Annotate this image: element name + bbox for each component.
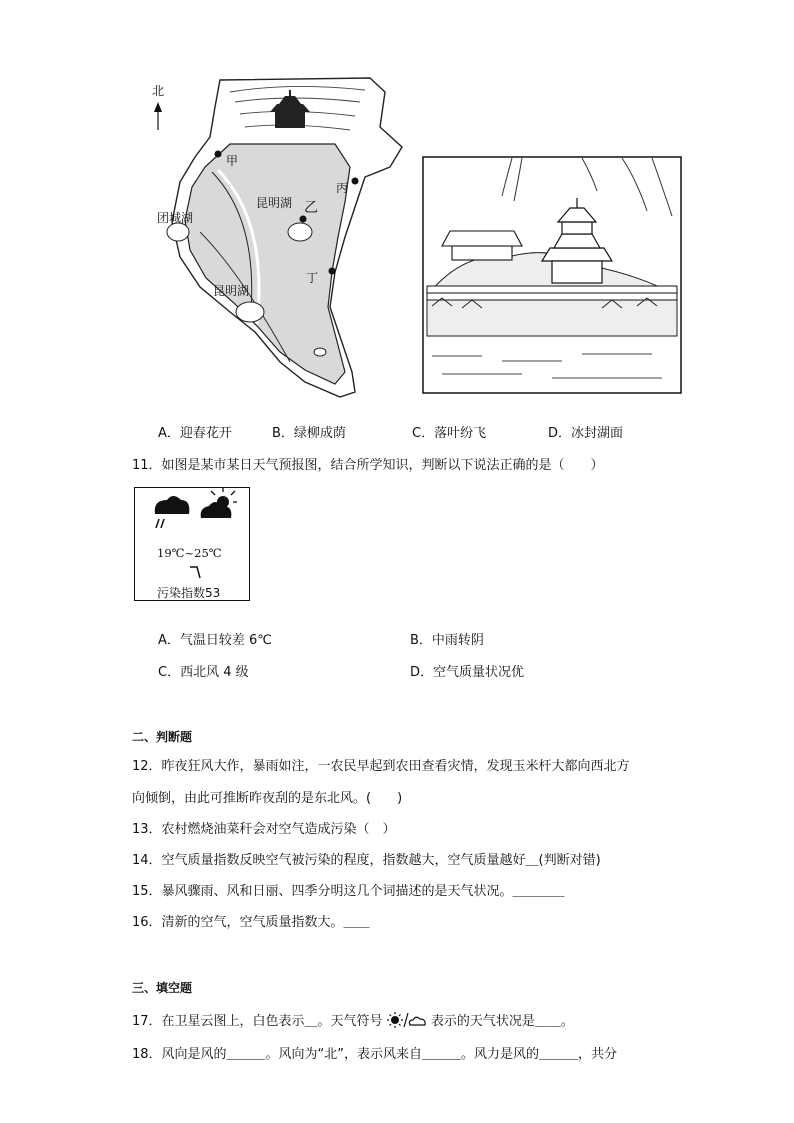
q17-part-a: 17．在卫星云图上，白色表示＿。天气符号 xyxy=(132,1014,383,1029)
q15: 15．暴风骤雨、风和日丽、四季分明这几个词描述的是天气状况。＿＿＿＿ xyxy=(132,884,565,899)
q16: 16．清新的空气，空气质量指数大。＿＿ xyxy=(132,915,370,930)
q10-option-d: D．冰封湖面 xyxy=(548,426,624,441)
q10-option-c: C．落叶纷飞 xyxy=(412,426,487,441)
sun-cloud-weather-symbol-icon xyxy=(387,1011,427,1029)
sun-cloud-icon xyxy=(201,488,237,518)
point-bing: 丙 xyxy=(336,181,349,195)
lake-label-kunming-upper: 昆明湖 xyxy=(256,196,293,210)
q10-option-a: A．迎春花开 xyxy=(158,426,232,441)
point-jia: 甲 xyxy=(226,154,239,168)
q12-line-2: 向倾倒，由此可推断昨夜刮的是东北风。( ) xyxy=(132,791,403,806)
wind-symbol-icon xyxy=(187,562,207,582)
rain-cloud-icon xyxy=(155,496,190,528)
q13: 13．农村燃烧油菜秆会对空气造成污染（ ） xyxy=(132,822,396,837)
q17 xyxy=(132,1010,574,1029)
section-3-title: 三、填空题 xyxy=(132,981,193,995)
section-2-title: 二、判断题 xyxy=(132,730,193,744)
weather-forecast-box xyxy=(134,487,250,601)
q17-part-b: 表示的天气状况是＿＿。 xyxy=(430,1014,574,1029)
q11-option-d: D．空气质量状况优 xyxy=(410,665,525,680)
north-label: 北 xyxy=(152,84,165,98)
forecast-temperature: 19℃~25℃ xyxy=(157,546,222,560)
forecast-pollution-index: 污染指数53 xyxy=(157,586,221,600)
point-ding: 丁 xyxy=(306,271,319,285)
q18: 18．风向是风的＿＿＿。风向为“北”，表示风来自＿＿＿。风力是风的＿＿＿，共分 xyxy=(132,1047,618,1062)
q12-line-1: 12．昨夜狂风大作，暴雨如注，一农民早起到农田查看灾情，发现玉米杆大都向西北方 xyxy=(132,759,630,774)
palace-sketch xyxy=(422,156,682,394)
palace-drawing xyxy=(422,156,682,394)
summer-palace-map xyxy=(140,72,410,402)
q11-stem: 11．如图是某市某日天气预报图，结合所学知识，判断以下说法正确的是（ ） xyxy=(132,458,604,473)
lake-label-tuancheng: 团城湖 xyxy=(157,211,194,225)
q11-option-c: C．西北风 4 级 xyxy=(158,665,249,680)
q10-option-b: B．绿柳成荫 xyxy=(272,426,346,441)
q14: 14．空气质量指数反映空气被污染的程度，指数越大，空气质量越好＿(判断对错) xyxy=(132,853,601,868)
q11-option-a: A．气温日较差 6℃ xyxy=(158,633,272,648)
map-drawing xyxy=(140,72,410,402)
q11-option-b: B．中雨转阴 xyxy=(410,633,484,648)
lake-label-kunming-lower: 昆明湖 xyxy=(213,284,250,298)
point-yi: 乙 xyxy=(304,200,318,216)
